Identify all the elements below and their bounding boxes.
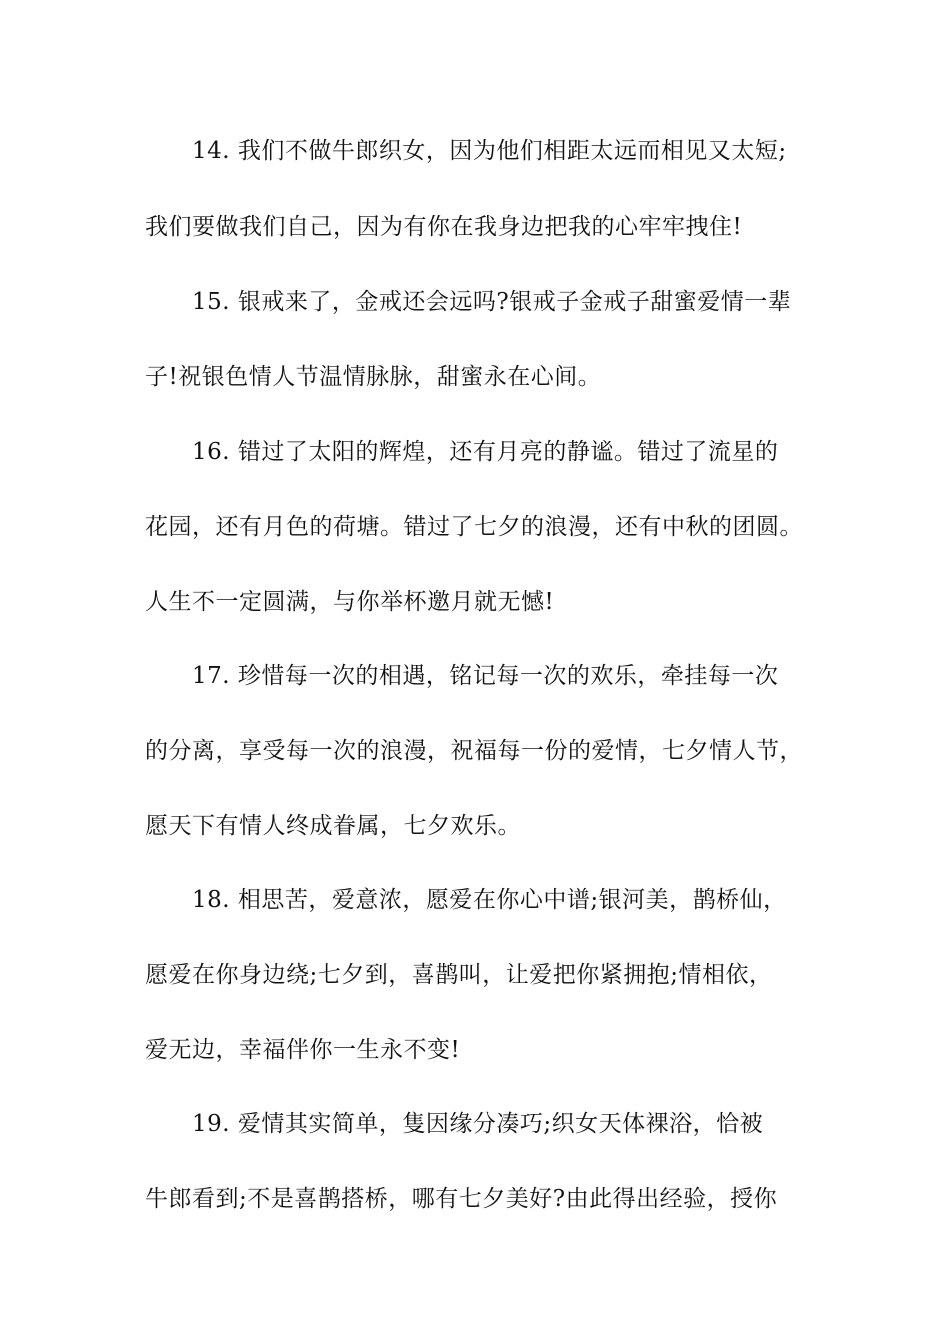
paragraph-line: 愿爱在你身边绕;七夕到，喜鹊叫，让爱把你紧拥抱;情相依， bbox=[145, 962, 773, 988]
paragraph-line: 16. 错过了太阳的辉煌，还有月亮的静谧。错过了流星的 bbox=[192, 439, 779, 465]
paragraph-line: 我们要做我们自己，因为有你在我身边把我的心牢牢拽住! bbox=[145, 214, 743, 240]
paragraph-line: 子!祝银色情人节温情脉脉，甜蜜永在心间。 bbox=[145, 364, 602, 390]
paragraph-line: 人生不一定圆满，与你举杯邀月就无憾! bbox=[145, 589, 555, 615]
paragraph-line: 14. 我们不做牛郎织女，因为他们相距太远而相见又太短; bbox=[192, 138, 787, 164]
paragraph-line: 17. 珍惜每一次的相遇，铭记每一次的欢乐，牵挂每一次 bbox=[192, 663, 779, 689]
paragraph-line: 牛郎看到;不是喜鹊搭桥，哪有七夕美好?由此得出经验，授你 bbox=[145, 1186, 778, 1212]
paragraph-line: 愿天下有情人终成眷属，七夕欢乐。 bbox=[145, 813, 521, 839]
paragraph-line: 15. 银戒来了，金戒还会远吗?银戒子金戒子甜蜜爱情一辈 bbox=[192, 289, 792, 315]
paragraph-line: 爱无边，幸福伴你一生永不变! bbox=[145, 1037, 461, 1063]
paragraph-line: 花园，还有月色的荷塘。错过了七夕的浪漫，还有中秋的团圆。 bbox=[145, 514, 803, 540]
paragraph-line: 18. 相思苦，爱意浓，愿爱在你心中谱;银河美，鹊桥仙， bbox=[192, 887, 787, 913]
paragraph-line: 19. 爱情其实简单，隻因缘分凑巧;织女天体裸浴，恰被 bbox=[192, 1111, 764, 1137]
paragraph-line: 的分离，享受每一次的浪漫，祝福每一份的爱情，七夕情人节， bbox=[145, 738, 803, 764]
